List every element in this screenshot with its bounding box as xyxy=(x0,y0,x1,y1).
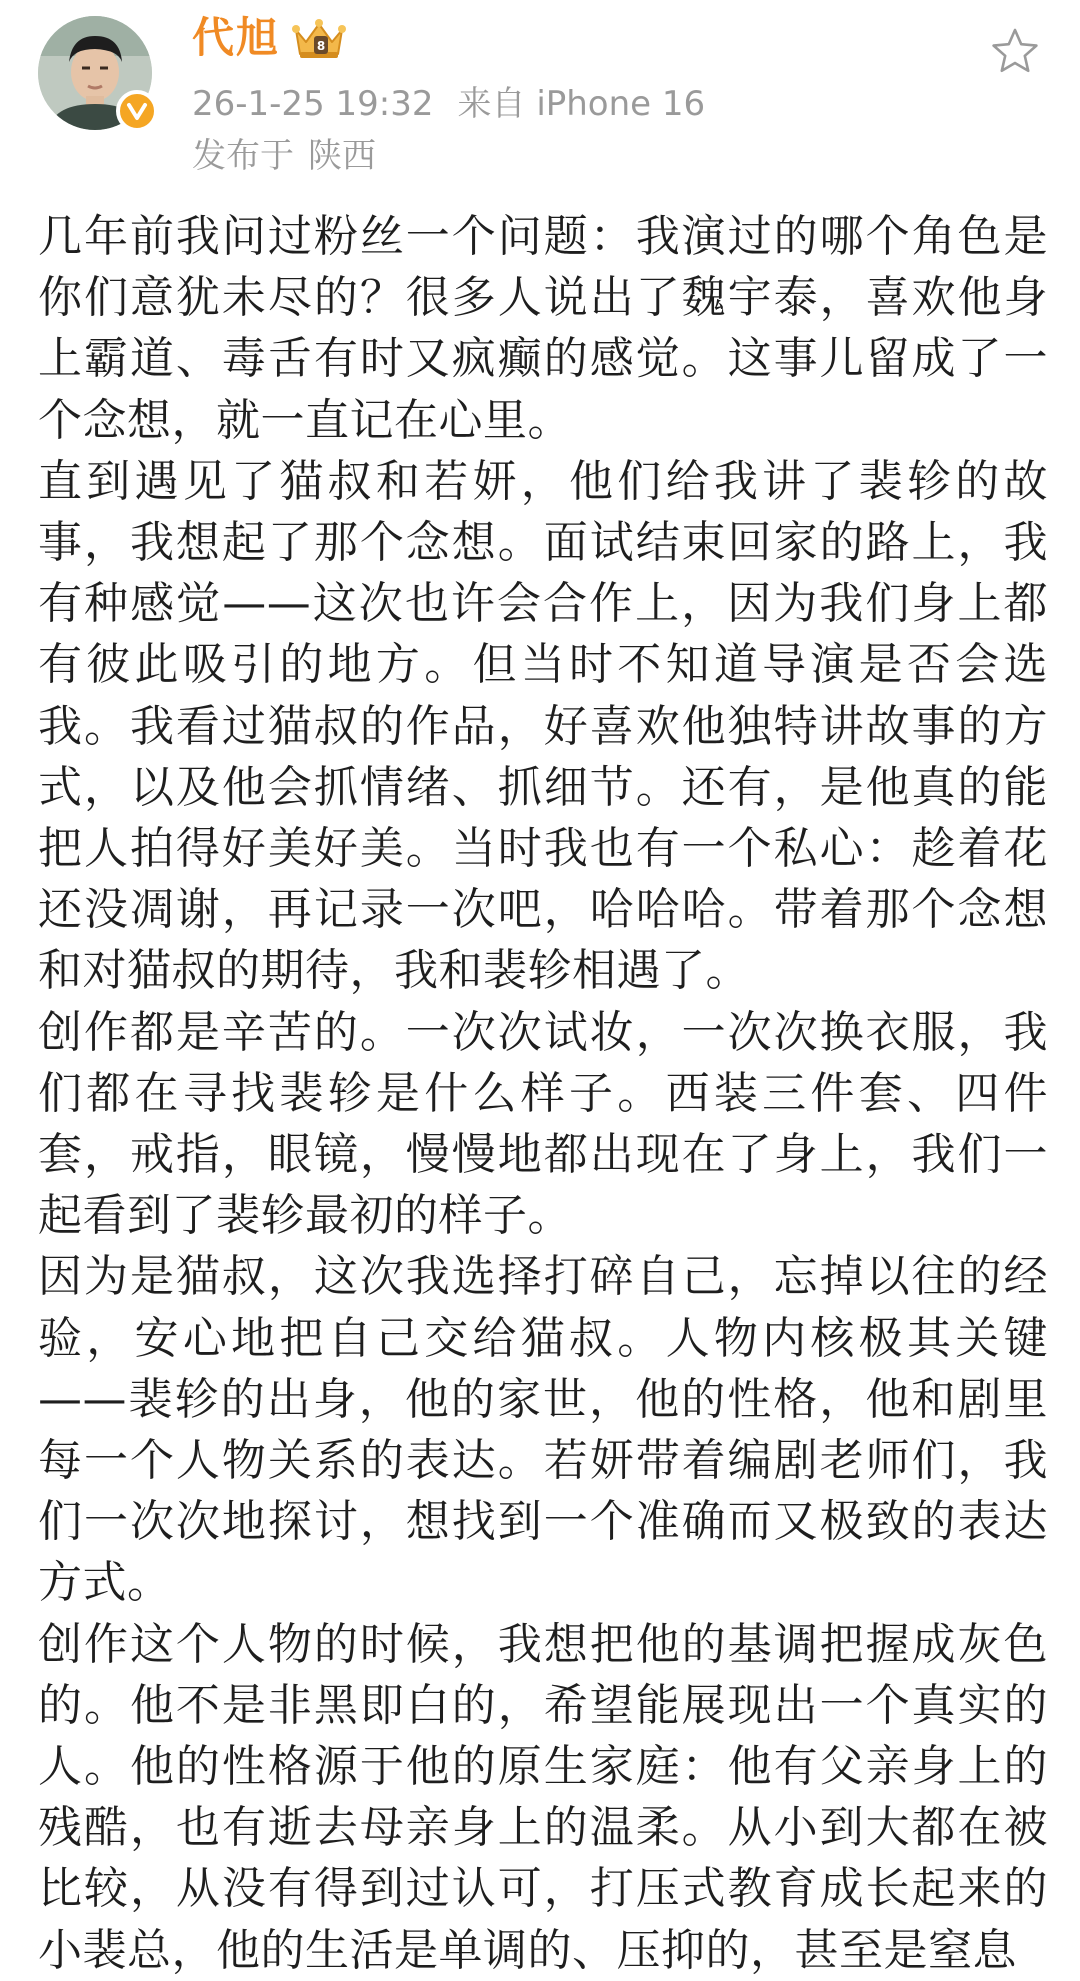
post-paragraph: 几年前我问过粉丝一个问题：我演过的哪个角色是你们意犹未尽的？很多人说出了魏宇泰，喜欢他身上霸道、毒舌有时又疯癫的感觉。这事儿留成了一个念想，就一直记在心里。 xyxy=(38,211,1048,446)
svg-text:8: 8 xyxy=(316,39,326,53)
author-name[interactable]: 代旭 xyxy=(192,13,281,62)
post-paragraph: 因为是猫叔，这次我选择打碎自己，忘掉以往的经验，安心地把自己交给猫叔。人物内核极其关键——裴轸的出身，他的家世，他的性格，他和剧里每一个人物关系的表达。若妍带着编剧老师们，我们一次次地探讨，想找到一个准确而又极致的表达方式。 xyxy=(38,1251,1048,1609)
source-prefix: 来自 xyxy=(457,84,526,124)
post-header xyxy=(0,0,1080,190)
star-outline-icon[interactable] xyxy=(990,26,1040,76)
post-paragraph: 直到遇见了猫叔和若妍，他们给我讲了裴轸的故事，我想起了那个念想。面试结束回家的路上，我有种感觉——这次也许会合作上，因为我们身上都有彼此吸引的地方。但当时不知道导演是否会选我。我看过猫叔的作品，好喜欢他独特讲故事的方式，以及他会抓情绪、抓细节。还有，是他真的能把人拍得好美好美。当时我也有一个私心：趁着花还没凋谢，再记录一次吧，哈哈哈。带着那个念想和对猫叔的期待，我和裴轸相遇了。 xyxy=(38,455,1048,997)
post-paragraph: 创作这个人物的时候，我想把他的基调把握成灰色的。他不是非黑即白的，希望能展现出一个真实的人。他的性格源于他的原生家庭：他有父亲身上的残酷，也有逝去母亲身上的温柔。从小到大都在被比较，从没有得到过认可，打压式教育成长起来的小裴总，他的生活是单调的、压抑的，甚至是窒息 xyxy=(38,1618,1048,1976)
location-name: 陕西 xyxy=(308,136,376,176)
post-location xyxy=(192,132,376,180)
verified-v-icon xyxy=(126,100,148,122)
post-meta xyxy=(192,80,705,128)
verified-badge xyxy=(116,90,158,132)
crown-icon[interactable] xyxy=(290,16,348,62)
location-prefix: 发布于 xyxy=(192,136,294,176)
post-datetime: 26-1-25 19:32 xyxy=(192,84,434,124)
post-text xyxy=(38,206,1048,1981)
source-device[interactable]: iPhone 16 xyxy=(536,84,706,124)
post-paragraph: 创作都是辛苦的。一次次试妆，一次次换衣服，我们都在寻找裴轸是什么样子。西装三件套、四件套，戒指，眼镜，慢慢地都出现在了身上，我们一起看到了裴轸最初的样子。 xyxy=(38,1006,1048,1242)
